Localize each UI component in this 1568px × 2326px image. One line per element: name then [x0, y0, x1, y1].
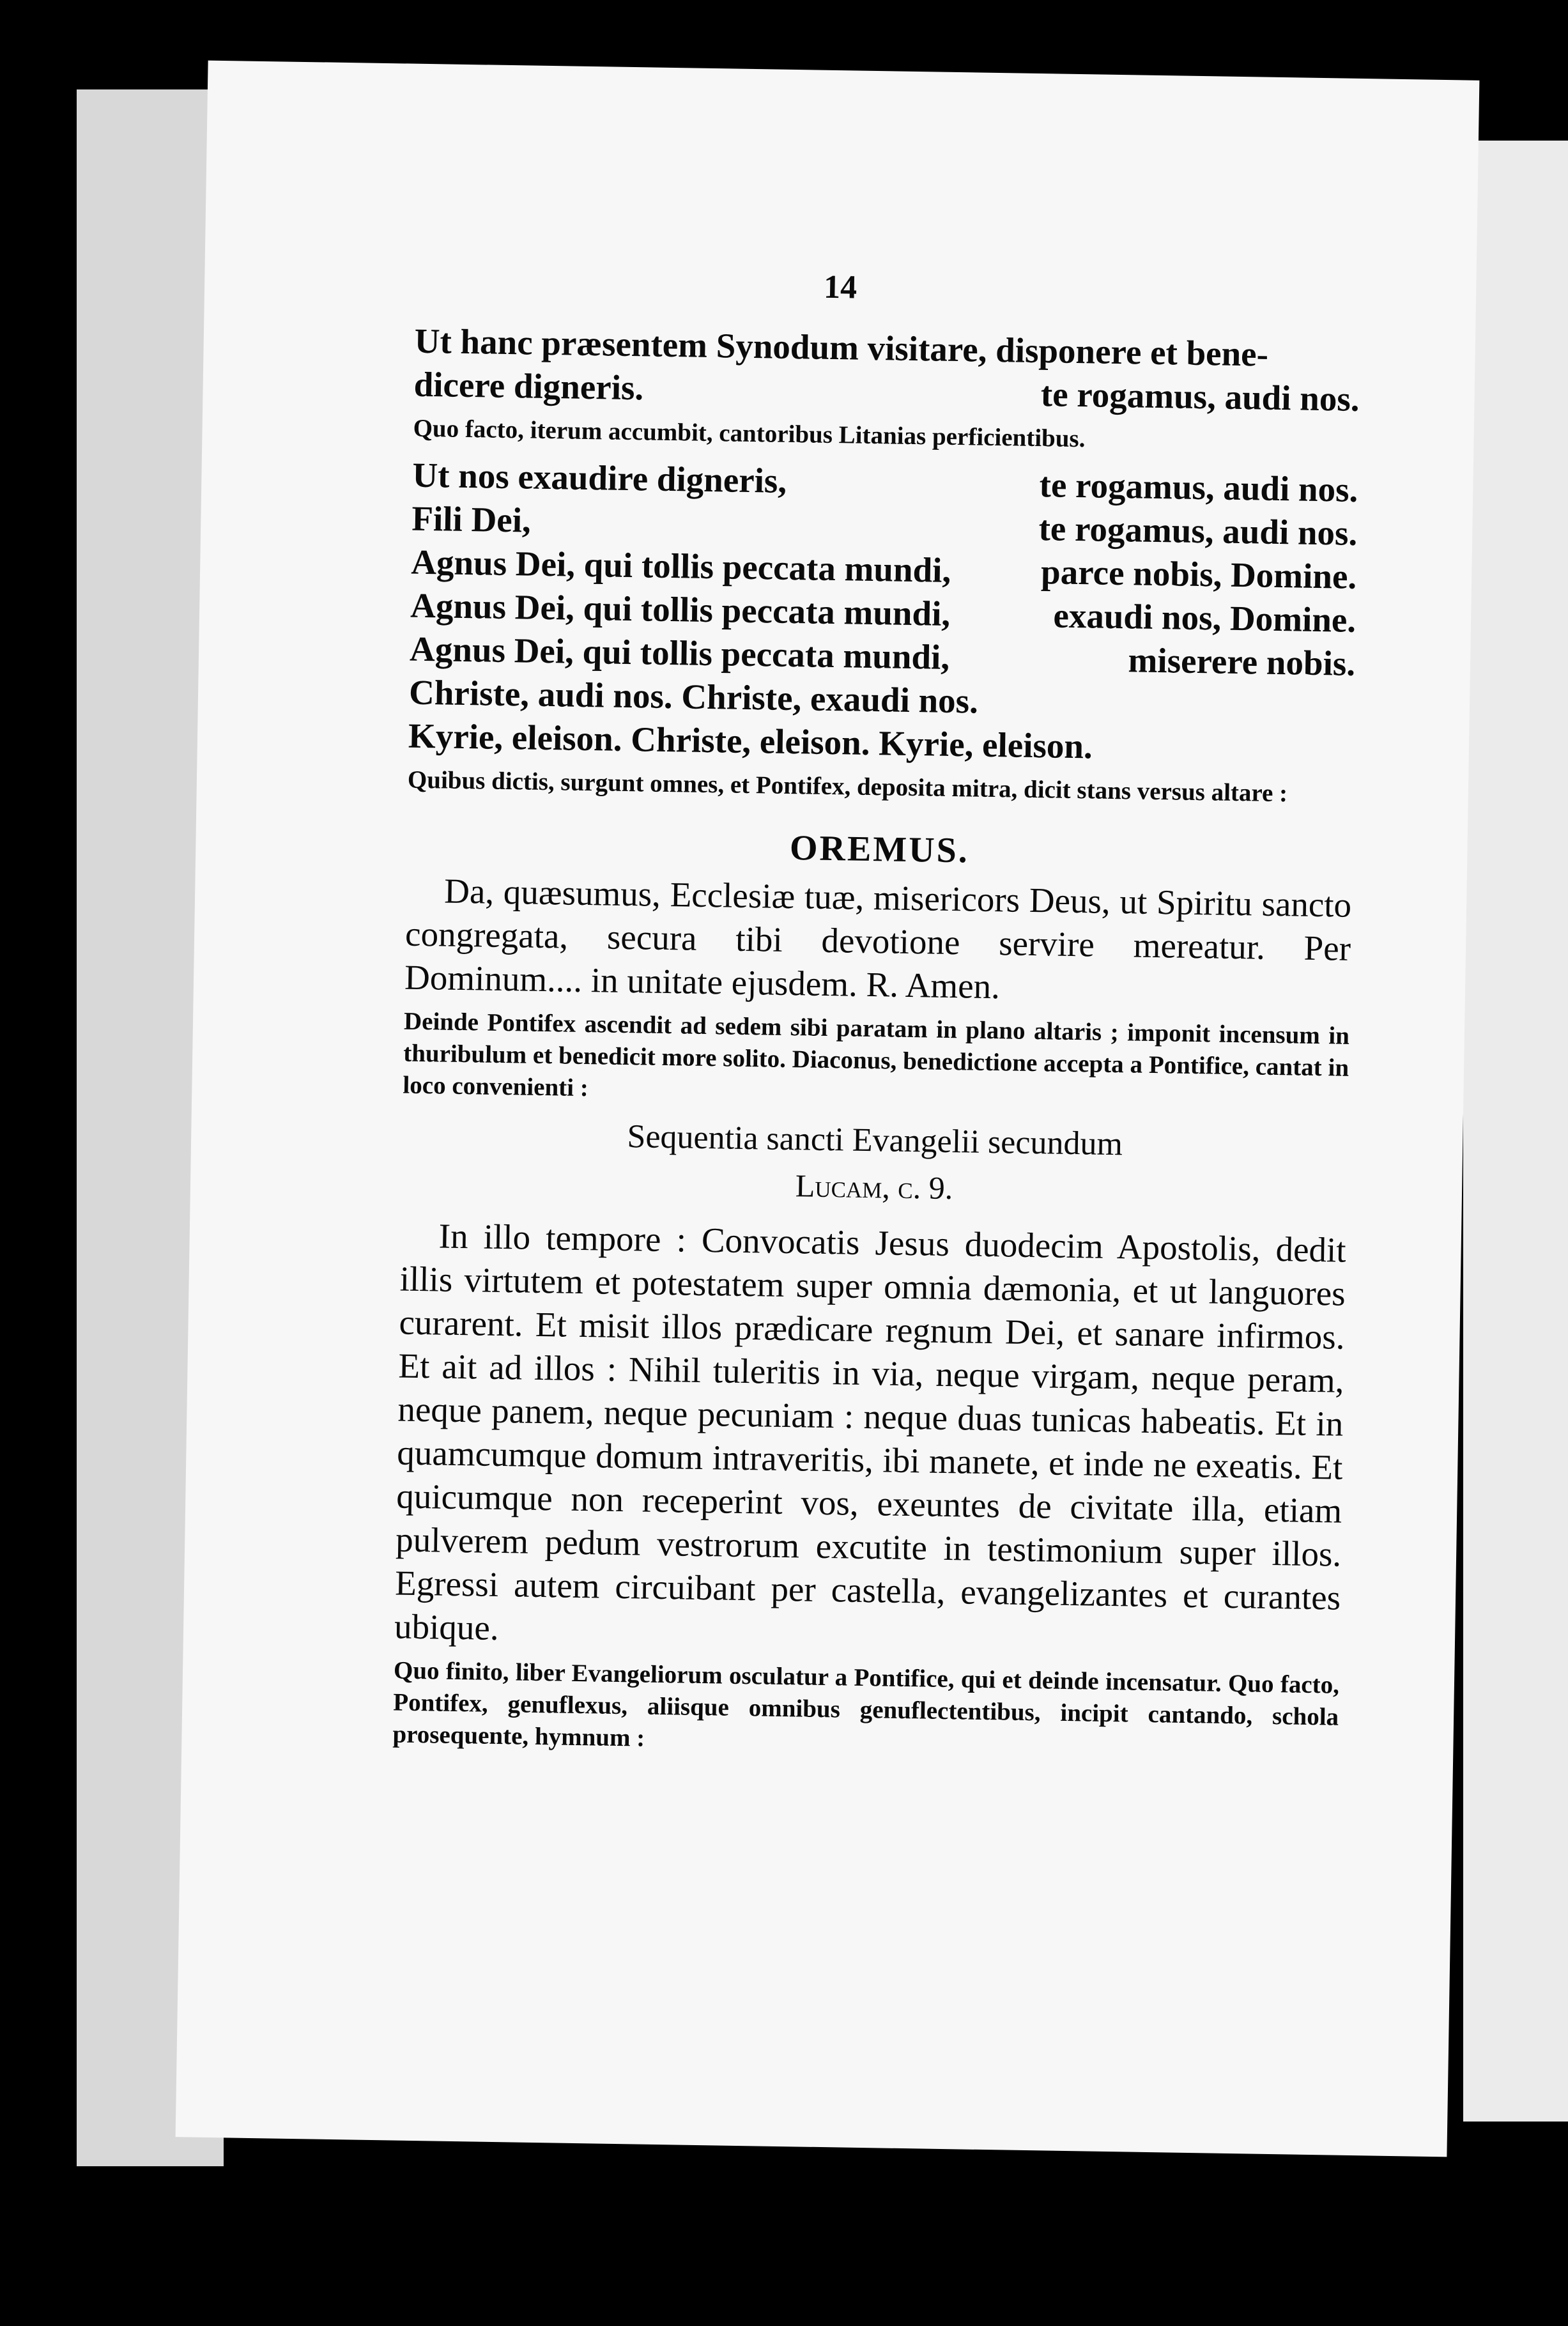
oremus-heading: OREMUS. [789, 828, 970, 871]
rubric-instruction: Quo finito, liber Evangeliorum osculatur a Pontifice, qui et deinde incensatur. Quo facto, Pontifex, genuflexus, aliisque omnibus genuflectentibus, incipit cantando, schola prosequente, hymnum : [392, 1656, 1340, 1752]
page-content [392, 320, 1360, 1775]
facing-page-edge [1463, 141, 1568, 2122]
gospel-body: In illo tempore : Convocatis Jesus duodecim Apostolis, dedit illis virtutem et potestatem super omnia dæmonia, et ut languores curarent. Et misit illos prædicare regnum Dei, et sanare infirmos. Et ait ad illos : Nihil tuleritis in via, neque virgam, neque peram, neque panem, neque pecuniam : neque duas tunicas habeatis. Et in quamcumque domum intraveritis, ibi manete, et inde ne exeatis. Et quicumque non receperint vos, exeuntes de civitate illa, etiam pulverem pedum vestrorum excutite in testimonium super illos. Egressi autem circuibant per castella, evangelizantes et curantes ubique. [394, 1216, 1347, 1648]
litany-response: exaudi nos, Domine. [1053, 596, 1357, 640]
litany-response: te rogamus, audi nos. [1038, 509, 1358, 553]
litany-invocation: Fili Dei, [411, 498, 532, 540]
collect-prayer [404, 869, 1352, 1014]
litany-response: miserere nobis. [1128, 640, 1356, 683]
litany-invocation: Agnus Dei, qui tollis peccata mundi, [409, 629, 950, 677]
rubric-instruction: Quibus dictis, surgunt omnes, et Pontifex, deposita mitra, dicit stans versus altare : [407, 766, 1288, 808]
litany-invocation: Agnus Dei, qui tollis peccata mundi, [410, 542, 951, 590]
litany-response [1354, 686, 1355, 729]
litany-invocation: Ut nos exaudire digneris, [412, 455, 787, 500]
litany-invocation: Ut hanc præsentem Synodum visitare, disponere et bene- [414, 321, 1269, 374]
litany-invocation: dicere digneris. [413, 364, 644, 408]
gospel-text [394, 1214, 1346, 1663]
litany-invocation: Christe, audi nos. Christe, exaudi nos. [408, 672, 979, 721]
litany-response [1353, 729, 1354, 773]
litany-response: te rogamus, audi nos. [1040, 374, 1360, 419]
litany-invocation: Kyrie, eleison. Christe, eleison. Kyrie, eleison. [408, 716, 1093, 766]
book-page [176, 61, 1480, 2157]
rubric-instruction: Quo facto, iterum accumbit, cantoribus Litanias perficientibus. [413, 414, 1086, 453]
litany-invocation: Agnus Dei, qui tollis peccata mundi, [410, 585, 951, 633]
collect-prayer-text: Da, quæsumus, Ecclesiæ tuæ, misericors Deus, ut Spiritu sancto congregata, secura tibi devotione servire mereatur. Per Dominum.... in unitate ejusdem. R. Amen. [404, 871, 1352, 1006]
page-number: 14 [823, 268, 857, 306]
gospel-title: Sequentia sancti Evangelii secundum [627, 1118, 1123, 1163]
litany-response: te rogamus, audi nos. [1039, 465, 1358, 509]
litany-response: parce nobis, Domine. [1040, 552, 1357, 596]
gospel-reference: Lucam, c. 9. [795, 1167, 953, 1206]
rubric-instruction: Deinde Pontifex ascendit ad sedem sibi paratam in plano altaris ; imponit incensum in thuribulum et benedicit more solito. Diaconus, benedictione accepta a Pontifice, cantat in loco convenienti : [403, 1007, 1350, 1102]
